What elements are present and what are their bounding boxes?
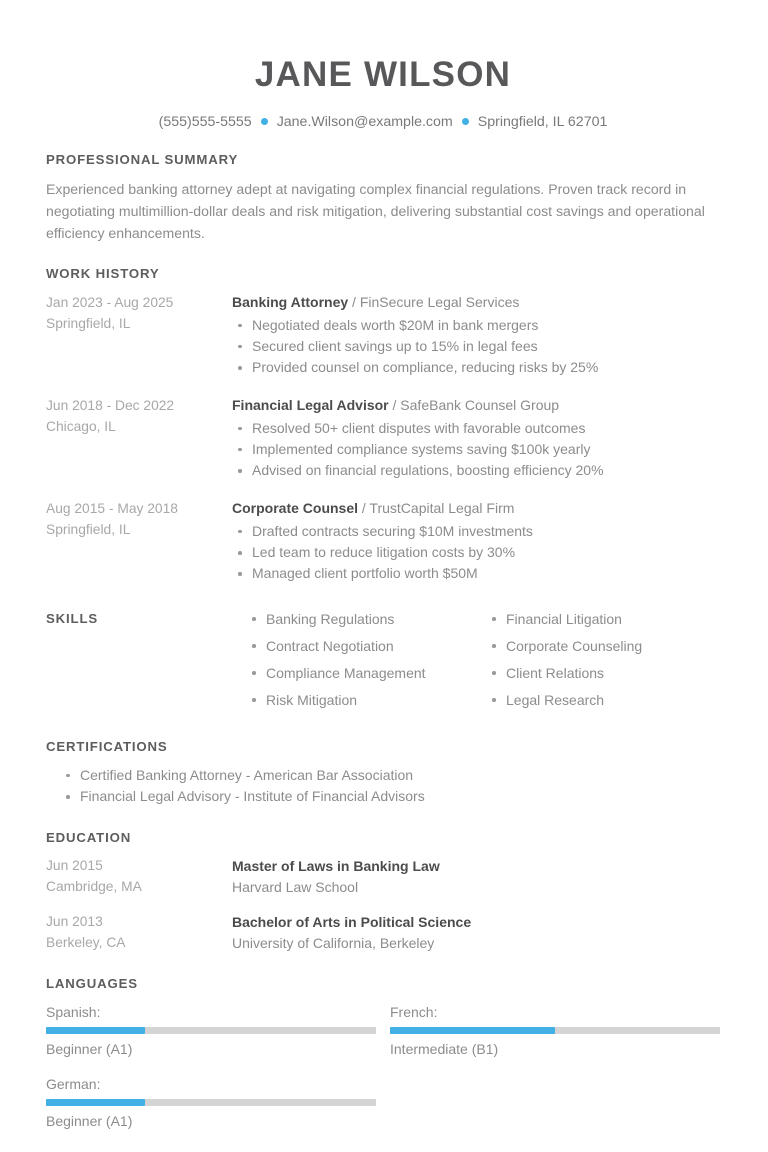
- list-item: Provided counsel on compliance, reducing risks by 25%: [232, 357, 720, 378]
- list-item: Advised on financial regulations, boosting efficiency 20%: [232, 460, 720, 481]
- work-entry-detail: [232, 498, 720, 584]
- work-entry-dates: Aug 2015 - May 2018: [46, 501, 178, 517]
- language-proficiency-bar: [46, 1099, 376, 1106]
- work-entry-bullets: [232, 315, 720, 379]
- work-entry-detail: [232, 395, 720, 481]
- list-item: Resolved 50+ client disputes with favorable outcomes: [232, 418, 720, 439]
- list-item: Corporate Counseling: [486, 636, 726, 657]
- education-school: Harvard Law School: [232, 878, 359, 895]
- location-text: Springfield, IL 62701: [477, 113, 608, 130]
- certifications-list: [46, 765, 720, 808]
- skills-column-two: [486, 609, 726, 717]
- education-school: University of California, Berkeley: [232, 934, 435, 951]
- language-proficiency-fill: [46, 1027, 145, 1034]
- work-entry-title-line: [232, 292, 720, 312]
- language-proficiency-fill: [46, 1099, 145, 1106]
- section-title-skills: SKILLS: [46, 610, 98, 626]
- list-item: Banking Regulations: [246, 609, 486, 630]
- education-entry: [46, 912, 720, 954]
- language-level: Intermediate (B1): [390, 1041, 499, 1058]
- list-item: Risk Mitigation: [246, 690, 486, 711]
- section-title-work-history: WORK HISTORY: [46, 266, 160, 282]
- work-entry-title-line: [232, 498, 720, 518]
- language-name: German:: [46, 1075, 101, 1092]
- work-entry-title: Corporate Counsel: [232, 500, 359, 517]
- education-entry-detail: [232, 912, 471, 954]
- list-item: Financial Legal Advisory - Institute of Financial Advisors: [46, 786, 720, 808]
- section-title-education: EDUCATION: [46, 829, 132, 845]
- education-entry-date: Jun 2015: [46, 857, 103, 873]
- list-item: Certified Banking Attorney - American Bar Association: [46, 765, 720, 787]
- language-item: [390, 1002, 720, 1060]
- skills-list: [246, 609, 486, 711]
- work-entry-company: / TrustCapital Legal Firm: [361, 500, 515, 517]
- education-degree: Bachelor of Arts in Political Science: [232, 913, 472, 930]
- work-entry-dates: Jan 2023 - Aug 2025: [46, 295, 174, 311]
- list-item: Led team to reduce litigation costs by 30%: [232, 542, 720, 563]
- work-entry-detail: [232, 292, 720, 378]
- work-entry-location: Chicago, IL: [46, 419, 116, 435]
- list-item: Contract Negotiation: [246, 636, 486, 657]
- list-item: Compliance Management: [246, 663, 486, 684]
- phone-text: (555)555-5555: [158, 113, 252, 130]
- work-entry-title-line: [232, 395, 720, 415]
- work-entry-bullets: [232, 521, 720, 585]
- list-item: Negotiated deals worth $20M in bank mergers: [232, 315, 720, 336]
- section-education: [46, 830, 720, 954]
- education-degree: Master of Laws in Banking Law: [232, 857, 440, 874]
- work-entry-dates: Jun 2018 - Dec 2022: [46, 398, 175, 414]
- education-entry-meta: [46, 856, 232, 898]
- work-entry-location: Springfield, IL: [46, 522, 131, 538]
- contact-line: [46, 114, 720, 130]
- section-certifications: [46, 739, 720, 808]
- education-entry-meta: [46, 912, 232, 954]
- education-entry-location: Berkeley, CA: [46, 934, 126, 950]
- work-entry: [46, 292, 720, 378]
- resume-header: [46, 44, 720, 130]
- separator-dot-icon: [462, 118, 469, 125]
- list-item: Financial Litigation: [486, 609, 726, 630]
- list-item: Secured client savings up to 15% in legal fees: [232, 336, 720, 357]
- section-title-certifications: CERTIFICATIONS: [46, 738, 168, 754]
- list-item: Implemented compliance systems saving $100k yearly: [232, 439, 720, 460]
- work-entry-company: / FinSecure Legal Services: [352, 294, 520, 311]
- skills-column-one: [246, 609, 486, 717]
- work-entry: [46, 498, 720, 584]
- skills-heading-wrap: [46, 609, 246, 637]
- language-proficiency-bar: [46, 1027, 376, 1034]
- work-entry-location: Springfield, IL: [46, 316, 131, 332]
- work-entry-title: Banking Attorney: [232, 294, 349, 311]
- list-item: Client Relations: [486, 663, 726, 684]
- education-entry: [46, 856, 720, 898]
- language-item: [46, 1002, 376, 1060]
- language-item: [46, 1074, 376, 1132]
- section-work-history: [46, 266, 720, 584]
- language-level: Beginner (A1): [46, 1041, 133, 1058]
- language-proficiency-bar: [390, 1027, 720, 1034]
- work-entry-bullets: [232, 418, 720, 482]
- section-title-languages: LANGUAGES: [46, 975, 138, 991]
- language-proficiency-fill: [390, 1027, 555, 1034]
- section-skills: [46, 609, 720, 717]
- education-entry-detail: [232, 856, 440, 898]
- candidate-name: JANE WILSON: [254, 55, 512, 94]
- work-entry-company: / SafeBank Counsel Group: [392, 397, 560, 414]
- language-level: Beginner (A1): [46, 1112, 133, 1129]
- summary-text: Experienced banking attorney adept at navigating complex financial regulations. Proven track record in negotiating multimillion-dollar deals and risk mitigation, delivering substantial cost savings and operational efficiency enhancements.: [46, 180, 705, 242]
- skills-columns: [246, 609, 726, 717]
- work-entry-meta: [46, 498, 232, 541]
- work-entry: [46, 395, 720, 481]
- work-entry-meta: [46, 395, 232, 438]
- separator-dot-icon: [261, 118, 268, 125]
- education-entry-date: Jun 2013: [46, 913, 103, 929]
- work-entry-meta: [46, 292, 232, 335]
- section-languages: [46, 976, 720, 1145]
- skills-list: [486, 609, 726, 711]
- list-item: Legal Research: [486, 690, 726, 711]
- languages-grid: [46, 1002, 720, 1145]
- education-entry-location: Cambridge, MA: [46, 878, 142, 894]
- work-entry-title: Financial Legal Advisor: [232, 397, 389, 414]
- section-title-summary: PROFESSIONAL SUMMARY: [46, 151, 239, 167]
- language-name: Spanish:: [46, 1003, 101, 1020]
- language-name: French:: [390, 1003, 438, 1020]
- email-text: Jane.Wilson@example.com: [276, 113, 453, 130]
- list-item: Managed client portfolio worth $50M: [232, 563, 720, 584]
- section-professional-summary: [46, 152, 720, 245]
- list-item: Drafted contracts securing $10M investments: [232, 521, 720, 542]
